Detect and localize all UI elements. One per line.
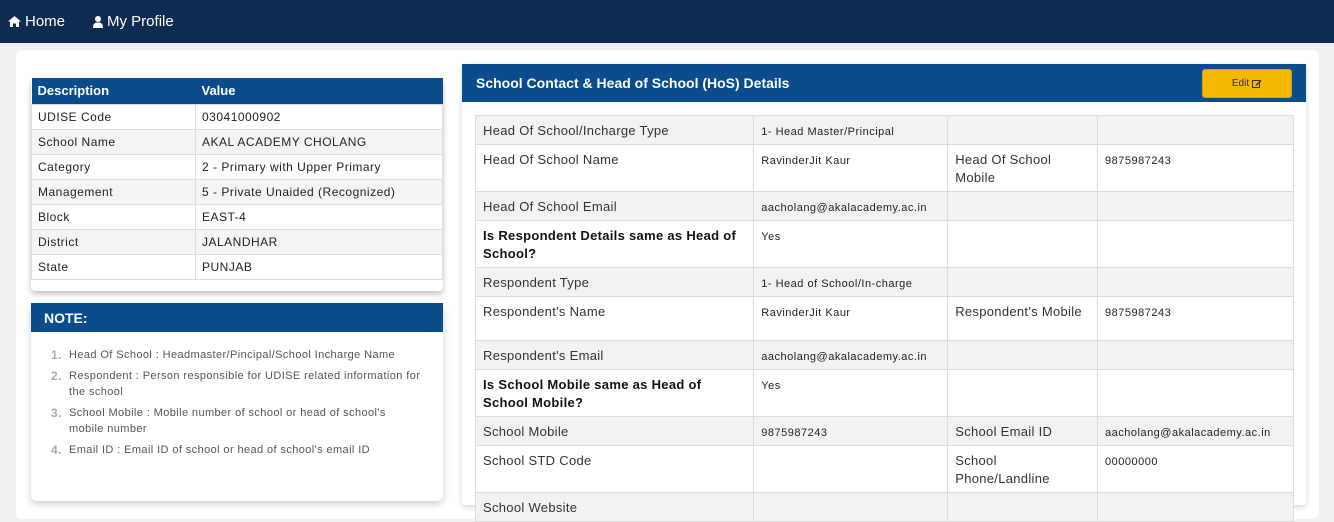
table-row (32, 154, 443, 179)
edit-button-label: Edit (1231, 77, 1250, 89)
field-label: School Website (483, 500, 578, 515)
contact-details-table (475, 115, 1294, 522)
summary-value: JALANDHAR (196, 229, 443, 254)
summary-value: 5 - Private Unaided (Recognized) (196, 179, 443, 204)
table-row (32, 229, 443, 254)
edit-icon (1252, 79, 1262, 88)
home-icon (8, 16, 21, 27)
field-label: Is Respondent Details same as Head of School? (483, 228, 737, 261)
field-label: Is School Mobile same as Head of School Mobile? (483, 377, 702, 410)
column-header-description: Description (32, 78, 196, 104)
table-row (476, 268, 1294, 297)
table-row (476, 493, 1294, 522)
table-row (32, 179, 443, 204)
field-value: aacholang@akalacademy.ac.in (761, 202, 928, 214)
field-value: 1- Head Master/Principal (761, 126, 895, 138)
summary-label: UDISE Code (32, 104, 196, 129)
field-label: Head Of School Name (483, 152, 619, 167)
field-value: RavinderJit Kaur (761, 155, 851, 167)
field-label: Respondent's Name (483, 304, 606, 319)
summary-label: Block (32, 204, 196, 229)
field-value: 9875987243 (1105, 155, 1172, 167)
summary-label: Management (32, 179, 196, 204)
field-value: 00000000 (1105, 456, 1158, 468)
list-item: 2. Respondent : Person responsible for UDISE related information for the school (51, 368, 423, 401)
field-label: School STD Code (483, 453, 592, 468)
table-row (476, 341, 1294, 370)
note-list (31, 332, 443, 458)
top-navbar (0, 0, 1334, 43)
table-row (476, 192, 1294, 221)
nav-my-profile-label: My Profile (107, 13, 174, 30)
details-header (462, 64, 1306, 102)
field-label: School Email ID (955, 424, 1053, 439)
field-label: Head Of School Mobile (955, 152, 1052, 185)
summary-value: AKAL ACADEMY CHOLANG (196, 129, 443, 154)
summary-value: 03041000902 (196, 104, 443, 129)
table-row (476, 297, 1294, 341)
table-row (32, 104, 443, 129)
nav-home[interactable] (8, 13, 65, 30)
field-label: Head Of School/Incharge Type (483, 123, 669, 138)
field-label: School Mobile (483, 424, 569, 439)
note-text: Respondent : Person responsible for UDISE related information for the school (69, 369, 421, 398)
contact-details-panel (462, 64, 1306, 515)
note-card (31, 303, 443, 501)
summary-label: District (32, 229, 196, 254)
summary-label: School Name (32, 129, 196, 154)
table-row (476, 145, 1294, 192)
list-item: 1. Head Of School : Headmaster/Pincipal/School Incharge Name (51, 348, 396, 362)
table-row (32, 204, 443, 229)
user-icon (93, 16, 103, 28)
table-row (476, 417, 1294, 446)
field-label: Respondent's Email (483, 348, 604, 363)
note-title: NOTE: (31, 303, 443, 332)
list-item: 3. School Mobile : Mobile number of school or head of school's mobile number (51, 405, 423, 438)
table-row (32, 254, 443, 279)
details-title: School Contact & Head of School (HoS) Details (476, 75, 790, 91)
field-value: Yes (761, 380, 781, 392)
summary-value: PUNJAB (196, 254, 443, 279)
field-value: RavinderJit Kaur (761, 307, 851, 319)
edit-button[interactable] (1202, 69, 1292, 98)
list-item: 4. Email ID : Email ID of school or head of school's email ID (51, 442, 371, 457)
table-row (476, 116, 1294, 145)
field-label: Respondent's Mobile (955, 304, 1082, 319)
field-label: Head Of School Email (483, 199, 617, 214)
table-row (476, 221, 1294, 268)
field-value: aacholang@akalacademy.ac.in (1105, 427, 1271, 439)
field-label: Respondent Type (483, 275, 590, 290)
field-value: 1- Head of School/In-charge (761, 278, 913, 290)
field-value: aacholang@akalacademy.ac.in (761, 351, 928, 363)
table-row (32, 129, 443, 154)
school-summary-table (31, 78, 443, 280)
summary-label: State (32, 254, 196, 279)
table-row (476, 446, 1294, 493)
nav-home-label: Home (25, 13, 66, 30)
field-value: 9875987243 (761, 427, 828, 439)
note-text: School Mobile : Mobile number of school or head of school's mobile number (69, 406, 386, 435)
summary-label: Category (32, 154, 196, 179)
nav-my-profile[interactable] (93, 13, 174, 30)
school-summary-card (31, 78, 443, 291)
note-text: Head Of School : Headmaster/Pincipal/School Incharge Name (69, 349, 396, 361)
field-label: School Phone/Landline (955, 453, 1050, 486)
column-header-value: Value (196, 78, 443, 104)
summary-value: EAST-4 (196, 204, 443, 229)
field-value: Yes (761, 231, 781, 243)
field-value: 9875987243 (1105, 307, 1172, 319)
table-row (476, 370, 1294, 417)
note-text: Email ID : Email ID of school or head of school's email ID (69, 443, 371, 456)
summary-value: 2 - Primary with Upper Primary (196, 154, 443, 179)
